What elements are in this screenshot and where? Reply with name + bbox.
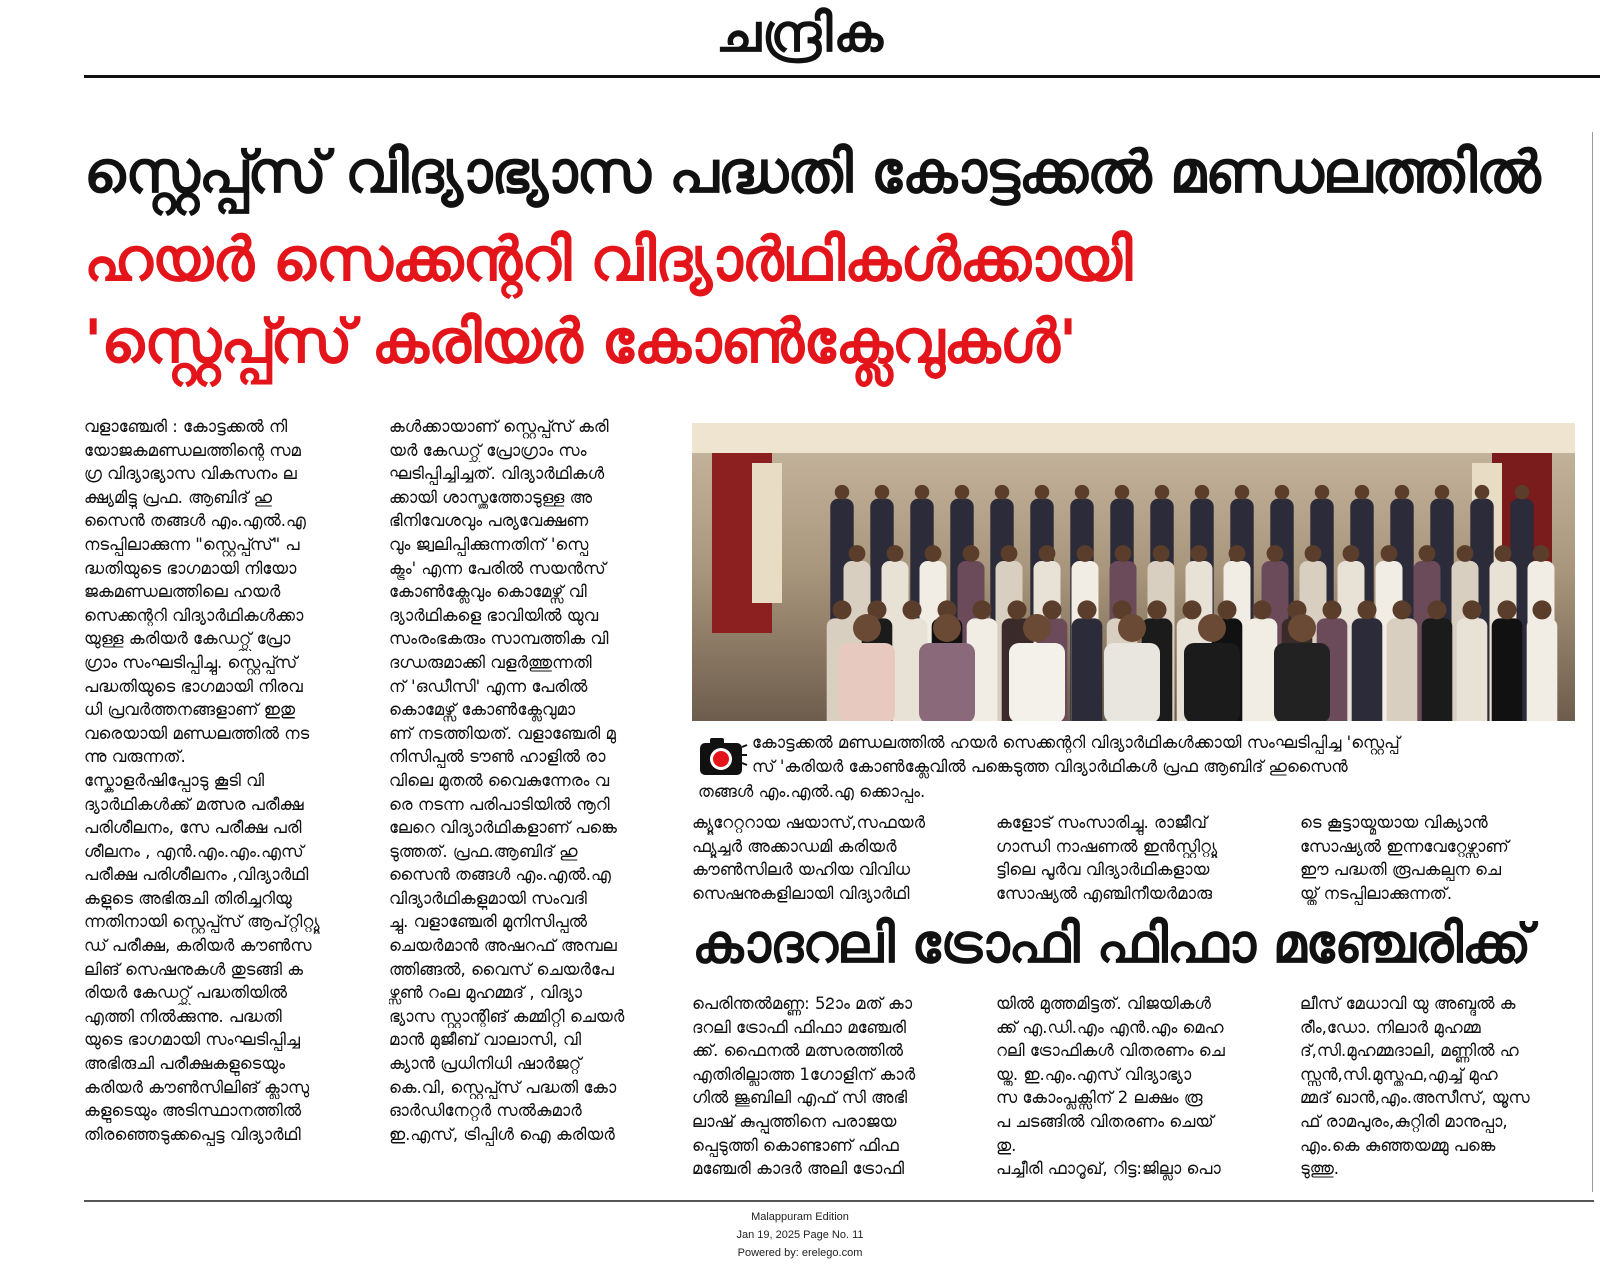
article-column-5 [1300,811,1590,911]
seated-person [839,643,895,721]
person-head [1495,545,1512,562]
person-head [1532,600,1551,619]
person-head [1275,485,1290,500]
seated-person [1184,643,1240,721]
article-text-line: കോൺക്ലേവും കൊമേഴ്സ് വി [389,582,587,602]
article-text-line: ക്കായി ശാസ്ത്രത്തോടുള്ള അ [389,487,593,507]
seated-person-head [1023,614,1051,642]
article-text-line: ഘടിപ്പിച്ചിച്ചത്. വിദ്യാർഥികൾ [389,464,605,484]
article-text-line: ഡ് പരീക്ഷ, കരിയർ കൗൺസ [84,936,312,956]
article-text-line: സംരംഭകരും സാമ്പത്തിക വി [389,629,609,649]
person-head [1235,485,1250,500]
sports-text-line: ഫ് രാമപുരം,കുറ്റിരി മാനുപ്പാ, [1300,1111,1508,1131]
article-text-line: ക്യൂറേറ്ററായ ഷയാസ്,സഫയർ [692,813,926,832]
sports-text-line: ദ്,സി.മുഹമ്മദാലി, മണ്ണിൽ ഹ [1300,1041,1519,1061]
article-text-line: ന് 'ഒഡീസി' എന്ന പേരിൽ [389,676,588,696]
person-silhouette [1352,618,1383,721]
masthead-rule [84,75,1600,78]
article-text-line: ദ്ധതിയുടെ ഭാഗമായി നിയോ [84,558,297,578]
seated-person-head [1198,614,1226,642]
article-text-line: കരിയർ കൗൺസിലിങ് ക്ലാസു [84,1077,310,1097]
person-head [1315,485,1330,500]
person-silhouette [1457,618,1488,721]
photo-caption [752,731,1588,779]
person-head [1392,600,1411,619]
person-head [955,485,970,500]
person-silhouette [1247,618,1278,721]
article-text-line: ഇ.എസ്, ട്രിപ്പിൾ ഐ കരിയർ [389,1124,615,1144]
sports-text-line: സ്സൻ,സി.മുസ്തഫ,എച്ച് മുഹ [1300,1064,1498,1084]
seated-person [1274,643,1330,721]
sports-text-line: ദറലി ട്രോഫി ഫിഫാ മഞ്ചേരി [692,1017,906,1037]
sports-text-line: ഗിൽ ജൂബിലി എഫ് സി അഭി [692,1088,908,1108]
article-text-line: കൾക്കായാണ് സ്റ്റെപ്പ്സ് കരി [389,417,609,436]
article-text-line: പരീക്ഷ പരിശീലനം ,വിദ്യാർഥി [84,865,309,885]
article-text-line: സെഷനുകളിലായി വിദ്യാർഥി [692,883,910,903]
person-head [1115,485,1130,500]
footer-rule [84,1200,1594,1202]
sports-column-3 [1300,992,1590,1192]
article-text-line: പരിശീലനം, സേ പരീക്ഷ പരി [84,818,302,838]
sports-text-line: പ ചടങ്ങിൽ വിതരണം ചെയ് [996,1111,1214,1131]
seated-person [919,643,975,721]
article-text-line: ത്തിങ്ങൽ, വൈസ് ചെയർപേ [389,959,614,979]
article-text-line: വളാഞ്ചേരി : കോട്ടക്കൽ നി [84,417,288,436]
person-head [1191,545,1208,562]
article-text-line: ട്ടിലെ പൂർവ വിദ്യാർഥികളായ [996,860,1210,880]
sports-text-line: പച്ചീരി ഫാറൂഖ്, റിട്ട:ജില്ലാ പൊ [996,1159,1221,1179]
article-text-line: ശീലനം , എൻ.എം.എം.എസ് [84,841,304,861]
person-head [1355,485,1370,500]
seated-person-head [933,614,961,642]
person-head [1427,600,1446,619]
seated-person-head [853,614,881,642]
article-text-line: ദഗ്ധരുമാക്കി വളർത്തുന്നതി [389,652,592,672]
article-text-line: യോജകമണ്ഡലത്തിന്റെ സമ [84,440,301,460]
person-head [1229,545,1246,562]
person-head [1267,545,1284,562]
article-text-line: ലേറെ വിദ്യാർഥികളാണ് പങ്കെ [389,818,617,838]
sports-text-line: പ്പെടുത്തി കൊണ്ടാണ് ഫിഫ [692,1135,899,1155]
person-head [995,485,1010,500]
article-text-line: തിരഞ്ഞെടുക്കപ്പെട്ട വിദ്യാർഥി [84,1124,301,1144]
article-column-1 [84,415,367,1195]
article-text-line: കളുടെ അഭിരുചി തിരിച്ചറിയു [84,888,292,908]
article-text-line: ഗാന്ധി നാഷണൽ ഇൻസ്റ്റിറ്റ്യൂ [996,836,1218,856]
sports-column-2 [996,992,1286,1192]
article-text-line: ക്ഷ്യമിട്ടു പ്രഫ. ആബിദ് ഹു [84,487,273,507]
person-silhouette [1072,618,1103,721]
article-text-line: ഗ്ര വിദ്യാഭ്യാസ വികസനം ല [84,464,297,484]
article-text-line: വരെയായി മണ്ഡലത്തിൽ നട [84,723,310,743]
article-text-line: യുടെ ഭാഗമായി സംഘടിപ്പിച്ച [84,1030,300,1050]
person-head [972,600,991,619]
sports-text-line: ക്ക്. ഫൈനൽ മത്സരത്തിൽ [692,1041,903,1061]
article-text-line: സോഷ്യൽ ഇന്നവേറ്റേഴ്സാണ് [1300,836,1509,856]
sports-text-line: ടുത്തു. [1300,1159,1340,1179]
person-head [1077,600,1096,619]
article-text-line: കൗൺസിലർ യഹിയ വിവിധ [692,860,911,880]
article-text-line: ചെയർമാൻ അഷറഫ് അമ്പല [389,936,617,956]
person-head [1252,600,1271,619]
article-text-line: ടെ കൂട്ടായ്മയായ വിക്യാൻ [1300,813,1488,832]
footer-powered-by: Powered by: erelego.com [737,1247,863,1259]
caption-line: കോട്ടക്കൽ മണ്ഡലത്തിൽ ഹയർ സെക്കന്ററി വിദ്യാർഥികൾക്കായി സംഘടിപ്പിച്ച 'സ്റ്റെപ്പ് [752,733,1400,752]
article-column-4 [996,811,1286,911]
sports-text-line: യ്തു. ഇ.എം.എസ് വിദ്യാഭ്യാ [996,1064,1192,1084]
article-text-line: സ്കോളർഷിപ്പോടു കൂടി വി [84,770,265,790]
article-text-line: യർ കേഡറ്റ്സ് പ്രോഗ്രാം സം [389,440,587,460]
article-text-line: ദ്യാർഥികൾക്ക് മത്സര പരീക്ഷ [84,794,304,814]
person-head [1322,600,1341,619]
article-text-line: സെക്കന്ററി വിദ്യാർഥികൾക്കാ [84,605,304,625]
sports-text-line: എതിരില്ലാത്ത 1ഗോളിന് കാർ [692,1064,916,1084]
person-head [1475,485,1490,500]
camera-icon [698,735,748,779]
article-text-line: വിദ്യാർഥികളുമായി സംവദി [389,888,587,908]
article-text-line: ഭ്യാസ സ്റ്റാന്റിങ് കമ്മിറ്റി ചെയർ [389,1006,625,1026]
sports-text-line: ക്ക് എ.ഡി.എം എൻ.എം മെഹ [996,1017,1224,1037]
article-column-2 [389,415,672,1195]
article-text-line: ന്നതിനായി സ്റ്റെപ്പ്സ് ആപ്റ്റിറ്റ്യൂ [84,912,320,932]
footer-date-page: Jan 19, 2025 Page No. 11 [736,1229,864,1241]
person-head [1462,600,1481,619]
article-column-3 [692,811,980,911]
person-head [849,545,866,562]
article-text-line: യുള്ള കരിയർ കേഡറ്റ്സ് പ്രോ [84,629,291,649]
person-head [1497,600,1516,619]
sports-text-line: യിൽ മുത്തമിട്ടത്. വിജയികൾ [996,994,1211,1013]
sports-text-line: പെരിന്തൽമണ്ണ: 52ാം മത് കാ [692,994,913,1013]
sports-text-line: സ കോംപ്ലക്സിന് 2 ലക്ഷം രൂ [996,1088,1203,1108]
article-text-line: യ്ത് നടപ്പിലാക്കുന്നത്. [1300,883,1453,903]
article-text-line: ണ് നടത്തിയത്. വളാഞ്ചേരി മു [389,723,616,743]
sports-text-line: റലി ട്രോഫികൾ വിതരണം ചെ [996,1041,1225,1061]
seated-person [1104,643,1160,721]
article-text-line: വും ജ്വലിപ്പിക്കുന്നതിന് 'സ്പെ [389,534,589,554]
person-head [1182,600,1201,619]
caption-line: സ് 'കരിയർ കോൺക്ലേവിൽ പങ്കെടുത്ത വിദ്യാർഥികൾ പ്രഫ ആബിദ് ഹുസൈൻ [752,757,1348,776]
person-head [1042,600,1061,619]
article-text-line: കളോട് സംസാരിച്ചു. രാജീവ് [996,813,1207,832]
photo-caption-tail: തങ്ങൾ എം.എൽ.എ ക്കൊപ്പം. [698,782,926,801]
article-text-line: സോഷ്യൽ എഞ്ചിനീയർമാരു [996,883,1213,903]
person-head [963,545,980,562]
person-head [1007,600,1026,619]
article-text-line: ന്നു വരുന്നത്. [84,747,186,767]
person-head [1153,545,1170,562]
article-text-line: വിലെ മുതൽ വൈകുന്നേരം വ [389,770,610,790]
article-text-line: ച്ചു. വളാഞ്ചേരി മുനിസിപ്പൽ [389,912,587,932]
person-head [1115,545,1132,562]
person-head [1195,485,1210,500]
person-head [1419,545,1436,562]
article-text-line: സൈൻ തങ്ങൾ എം.എൽ.എ [389,865,611,885]
person-head [1435,485,1450,500]
sports-text-line: രീം,ഡോ. നിലാർ മുഹമ്മ [1300,1017,1481,1037]
article-text-line: നിസിപ്പൽ ടൗൺ ഹാളിൽ രാ [389,747,606,767]
article-text-line: രെ നടന്ന പരിപാടിയിൽ നൂറി [389,794,610,814]
article-text-line: ഓർഡിനേറ്റർ സൽകുമാർ [389,1101,582,1121]
article-text-line: ഭിനിവേശവും പര്യവേക്ഷണ [389,511,589,531]
person-head [1457,545,1474,562]
sports-column-1 [692,992,980,1192]
sports-text-line: തു. [996,1135,1017,1155]
person-head [915,485,930,500]
article-text-line: മാൻ മുജീബ് വാലാസി, വി [389,1030,582,1050]
person-head [1343,545,1360,562]
person-head [887,545,904,562]
person-head [1357,600,1376,619]
article-text-line: ജകമണ്ഡലത്തിലെ ഹയർ [84,582,281,602]
person-head [1039,545,1056,562]
person-silhouette [1422,618,1453,721]
article-text-line: രിയർ കേഡറ്റ്സ് പദ്ധതിയിൽ [84,983,287,1003]
person-head [1075,485,1090,500]
article-text-line: പദ്ധതിയുടെ ഭാഗമായി നിരവ [84,676,303,696]
person-head [1395,485,1410,500]
article-text-line: അഭിരുചി പരീക്ഷകളുടെയും [84,1054,286,1074]
person-head [875,485,890,500]
person-head [1147,600,1166,619]
sports-text-line: ലീസ് മേധാവി യു അബ്ദുൽ ക [1300,994,1516,1013]
article-text-line: കെ.വി, സ്റ്റെപ്പ്സ് പദ്ധതി കോ [389,1077,617,1097]
person-head [832,600,851,619]
person-head [902,600,921,619]
article-text-line: നടപ്പിലാക്കുന്ന "സ്റ്റെപ്പ്സ്" പ [84,534,300,554]
sports-text-line: മഞ്ചേരി കാദർ അലി ട്രോഫി [692,1159,905,1179]
person-head [1533,545,1550,562]
article-text-line: ലിങ് സെഷനുകൾ തുടങ്ങി ക [84,959,303,979]
sports-headline: കാദറലി ട്രോഫി ഫിഫാ മഞ്ചേരിക്ക് [692,912,1531,975]
sports-text-line: എം.കെ കുഞ്ഞയമ്മു പങ്കെ [1300,1135,1496,1155]
person-head [835,485,850,500]
sports-text-line: ലാഷ് കുപ്പൂത്തിനെ പരാജയ [692,1111,897,1131]
headline-line-3: 'സ്റ്റെപ്പ്സ് കരിയർ കോൺക്ലേവുകൾ' [84,307,1077,377]
headline-line-2: ഹയർ സെക്കന്ററി വിദ്യാർഥികൾക്കായി [84,225,1132,295]
article-text-line: ഫ്യൂച്ചർ അക്കാഡമി കരിയർ [692,836,897,856]
person-silhouette [1492,618,1523,721]
person-silhouette [1527,618,1558,721]
person-head [1217,600,1236,619]
person-head [1035,485,1050,500]
article-text-line: കൊമേഴ്സ് കോൺക്ലേവുമാ [389,700,576,720]
seated-person-head [1288,614,1316,642]
article-text-line: ക്ട്രം' എന്ന പേരിൽ സയൻസ് [389,558,606,578]
article-text-line: ദ്യാർഥികളെ ഭാവിയിൽ യുവ [389,605,599,625]
person-head [925,545,942,562]
person-head [1155,485,1170,500]
seated-person-head [1118,614,1146,642]
article-text-line: ഗ്രാം സംഘടിപ്പിച്ചു. സ്റ്റെപ്പ്സ് [84,652,298,672]
footer-edition: Malappuram Edition [751,1211,849,1223]
person-head [1381,545,1398,562]
article-text-line: ധി പ്രവർത്തനങ്ങളാണ് ഇതു [84,700,296,720]
article-text-line: ഈ പദ്ധതി രൂപകല്പന ചെ [1300,860,1502,880]
seated-person [1009,643,1065,721]
person-head [1515,485,1530,500]
article-text-line: സൈൻ തങ്ങൾ എം.എൽ.എ [84,511,306,531]
headline-line-1: സ്റ്റെപ്പ്സ് വിദ്യാഭ്യാസ പദ്ധതി കോട്ടക്കൽ മണ്ഡലത്തിൽ [84,138,1540,206]
article-text-line: ക്യാൻ പ്രധിനിധി ഷാർജറ്റ് [389,1054,582,1074]
article-text-line: ടുത്തത്. പ്രഫ.ആബിദ് ഹു [389,841,578,861]
person-head [1001,545,1018,562]
sports-text-line: മ്മദ് ഖാൻ,എം.അസീസ്, യൂസ [1300,1088,1530,1108]
person-head [1077,545,1094,562]
article-text-line: കളുടെയും അടിസ്ഥാനത്തിൽ [84,1101,302,1121]
masthead-logo: ചന്ദ്രിക [716,4,884,64]
person-silhouette [1387,618,1418,721]
person-head [1305,545,1322,562]
article-text-line: ഴ്സൺ റംല മുഹമ്മദ് , വിദ്യാ [389,983,583,1003]
article-text-line: എത്തി നിൽക്കുന്നു. പദ്ധതി [84,1006,282,1026]
group-photo [692,423,1575,721]
